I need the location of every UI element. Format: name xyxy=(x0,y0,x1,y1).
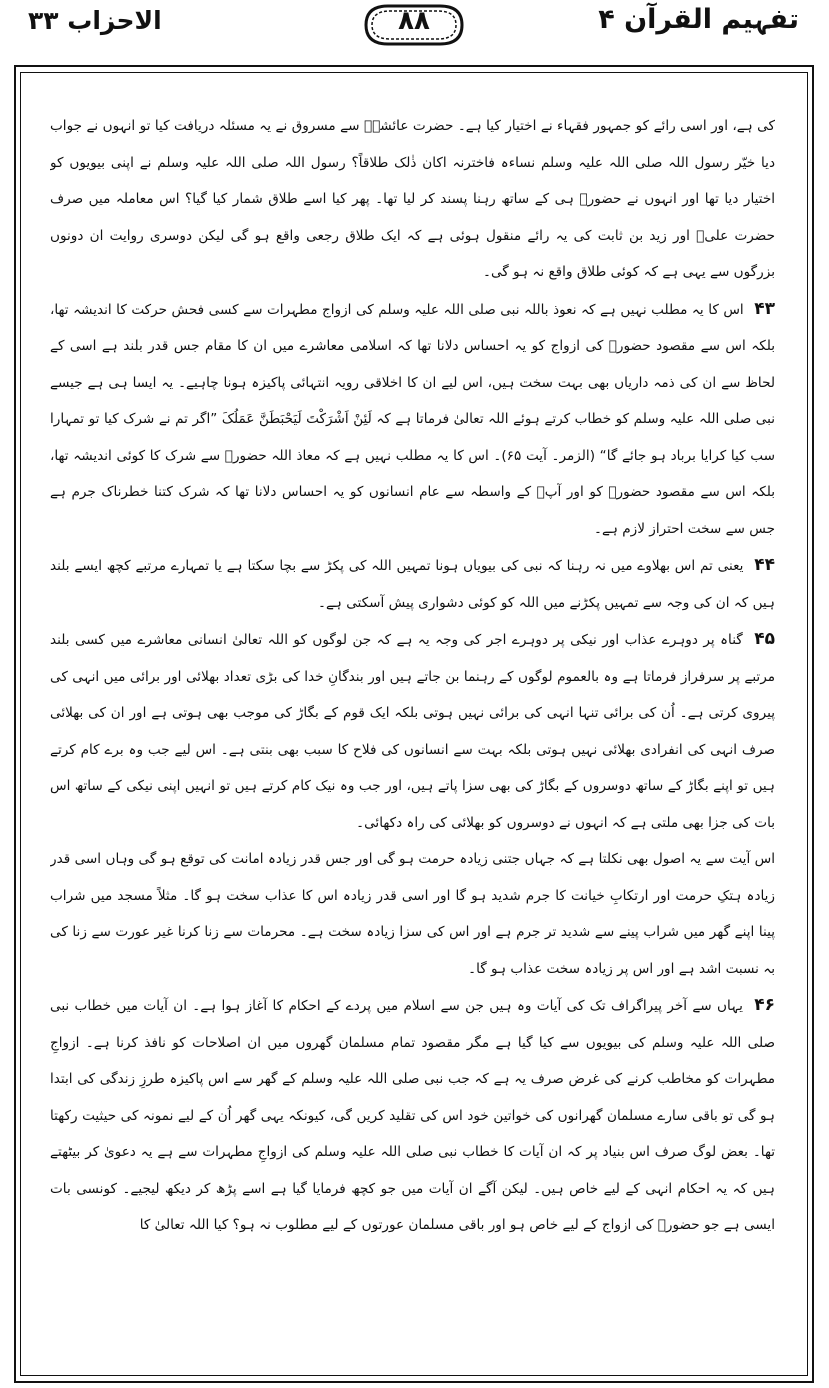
footnote-number: ۴۵ xyxy=(754,629,775,649)
paragraph-text: یعنی تم اس بھلاوے میں نہ رہنا کہ نبی کی بیویاں ہونا تمہیں اللہ کی پکڑ سے بچا سکتا ہے یا تمہارے مرتبے کچھ ایسے بلند ہیں کہ ان کی وجہ سے تمہیں پکڑنے میں اللہ کو کوئی دشواری پیش آسکتی ہے۔ xyxy=(50,558,775,611)
paragraph-text: اس کا یہ مطلب نہیں ہے کہ نعوذ باللہ نبی صلی اللہ علیہ وسلم کی ازواج مطہرات سے کسی فحش حرکت کا اندیشہ تھا، بلکہ اس سے مقصود حضورؐ کی ازواج کو یہ احساس دلانا تھا کہ اسلامی معاشرے میں ان کا مقام جس قدر بلند ہے اسی کے لحاظ سے ان کی ذمہ داریاں بھی بہت سخت ہیں، اس لیے ان کا اخلاقی رویہ انتہائی پاکیزہ ہونا چاہیے۔ یہ ایسا ہی ہے جیسے نبی صلی اللہ علیہ وسلم کو خطاب کرتے ہوئے اللہ تعالیٰ فرماتا ہے کہ لَئِنْ اَشْرَکْتَ لَیَحْبَطَنَّ عَمَلُکَ ”اگر تم نے شرک کیا تو تمہارا سب کیا کرایا برباد ہو جائے گا“ (الزمر۔ آیت ۶۵)۔ اس کا یہ مطلب نہیں ہے کہ معاذ اللہ حضورؐ سے شرک کا کوئی اندیشہ تھا، بلکہ اس سے مقصود حضورؐ کو اور آپؐ کے واسطہ سے عام انسانوں کو یہ احساس دلانا تھا کہ شرک کتنا خطرناک جرم ہے جس سے سخت احتراز لازم ہے۔ xyxy=(50,301,775,537)
paragraph-note-44 xyxy=(50,547,775,621)
paragraph-note-45 xyxy=(50,621,775,841)
page-number: ۸۸ xyxy=(398,6,430,36)
footnote-number: ۴۶ xyxy=(754,995,775,1015)
paragraph-1 xyxy=(50,108,775,291)
footnote-number: ۴۴ xyxy=(754,555,775,575)
paragraph-principle xyxy=(50,841,775,987)
paragraph-note-43 xyxy=(50,291,775,548)
commentary-body xyxy=(50,108,775,1370)
paragraph-text: گناہ پر دوہرے عذاب اور نیکی پر دوہرے اجر کی وجہ یہ ہے کہ جن لوگوں کو اللہ تعالیٰ انسانی معاشرے میں کسی بلند مرتبے پر سرفراز فرماتا ہے وہ بالعموم لوگوں کے رہنما بن جاتے ہیں اور بندگانِ خدا کی بڑی تعداد بھلائی اور برائی میں انہی کی پیروی کرتی ہے۔ اُن کی برائی تنہا انہی کی برائی نہیں ہوتی بلکہ ایک قوم کے بگاڑ کی موجب بھی ہوتی ہے اور ان کی بھلائی صرف انہی کی انفرادی بھلائی نہیں ہوتی بلکہ بہت سے انسانوں کی فلاح کا سبب بھی بنتی ہے۔ اس لیے جب وہ برے کام کرتے ہیں تو اپنے بگاڑ کے ساتھ دوسروں کے بگاڑ کی بھی سزا پاتے ہیں، اور جب وہ نیک کام کرتے ہیں تو انہیں اپنی نیکی کے ساتھ اس بات کی جزا بھی ملتی ہے کہ انہوں نے دوسروں کو بھلائی کی راہ دکھائی۔ xyxy=(50,632,775,831)
paragraph-text: کی ہے، اور اسی رائے کو جمہور فقہاء نے اختیار کیا ہے۔ حضرت عائشہؓ سے مسروق نے یہ مسئلہ دریافت کیا تو انہوں نے جواب دیا خیّر رسول اللہ صلی اللہ علیہ وسلم نساءہ فاخترنہ اکان ذٰلک طلاقاً؟ رسول اللہ صلی اللہ علیہ وسلم نے اپنی بیویوں کو اختیار دیا تھا اور انہوں نے حضورؐ ہی کے ساتھ رہنا پسند کر لیا تھا۔ پھر کیا اسے طلاق شمار کیا گیا؟ اس معاملہ میں صرف حضرت علیؓ اور زید بن ثابت کی یہ رائے منقول ہوئی ہے کہ ایک طلاق رجعی واقع ہو گی لیکن دوسری روایت ان دونوں بزرگوں سے یہی ہے کہ کوئی طلاق واقع نہ ہو گی۔ xyxy=(50,118,775,280)
surah-title: الاحزاب ۳۳ xyxy=(28,6,162,35)
page-header xyxy=(0,0,829,70)
book-title: تفہیم القرآن ۴ xyxy=(598,4,799,35)
footnote-number: ۴۳ xyxy=(754,298,775,319)
paragraph-text: یہاں سے آخر پیراگراف تک کی آیات وہ ہیں جن سے اسلام میں پردے کے احکام کا آغاز ہوا ہے۔ ان آیات میں خطاب نبی صلی اللہ علیہ وسلم کی بیویوں سے کیا گیا ہے مگر مقصود تمام مسلمان گھروں میں ان اصلاحات کو نافذ کرنا ہے۔ ازواجِ مطہرات کو مخاطب کرنے کی غرض صرف یہ ہے کہ جب نبی صلی اللہ علیہ وسلم کے گھر سے اس پاکیزہ طرزِ زندگی کی ابتدا ہو گی تو باقی سارے مسلمان گھرانوں کی خواتین خود اس کی تقلید کریں گی، کیونکہ یہی گھر اُن کے لیے نمونہ کی حیثیت رکھتا تھا۔ بعض لوگ صرف اس بنیاد پر کہ ان آیات کا خطاب نبی صلی اللہ علیہ وسلم کی ازواجِ مطہرات سے ہے یہ دعویٰ کر بیٹھتے ہیں کہ یہ احکام انہی کے لیے خاص ہیں۔ لیکن آگے ان آیات میں جو کچھ فرمایا گیا ہے اسے پڑھ کر دیکھ لیجیے۔ کونسی بات ایسی ہے جو حضورؐ کی ازواج کے لیے خاص ہو اور باقی مسلمان عورتوں کے لیے مطلوب نہ ہو؟ کیا اللہ تعالیٰ کا xyxy=(50,998,775,1233)
page-number-badge xyxy=(358,0,470,50)
paragraph-note-46 xyxy=(50,987,775,1244)
paragraph-text: اس آیت سے یہ اصول بھی نکلتا ہے کہ جہاں جتنی زیادہ حرمت ہو گی اور جس قدر زیادہ امانت کی توقع ہو گی وہاں اسی قدر زیادہ ہتکِ حرمت اور ارتکابِ خیانت کا جرم شدید ہو گا اور اسی قدر زیادہ اس کا عذاب سخت ہو گا۔ مثلاً مسجد میں شراب پینا اپنے گھر میں شراب پینے سے شدید تر جرم ہے اور اس کی سزا زیادہ سخت ہے۔ محرمات سے زنا کرنا غیر عورت سے زنا کی بہ نسبت اشد ہے اور اس پر زیادہ سخت عذاب ہو گا۔ xyxy=(50,851,775,977)
